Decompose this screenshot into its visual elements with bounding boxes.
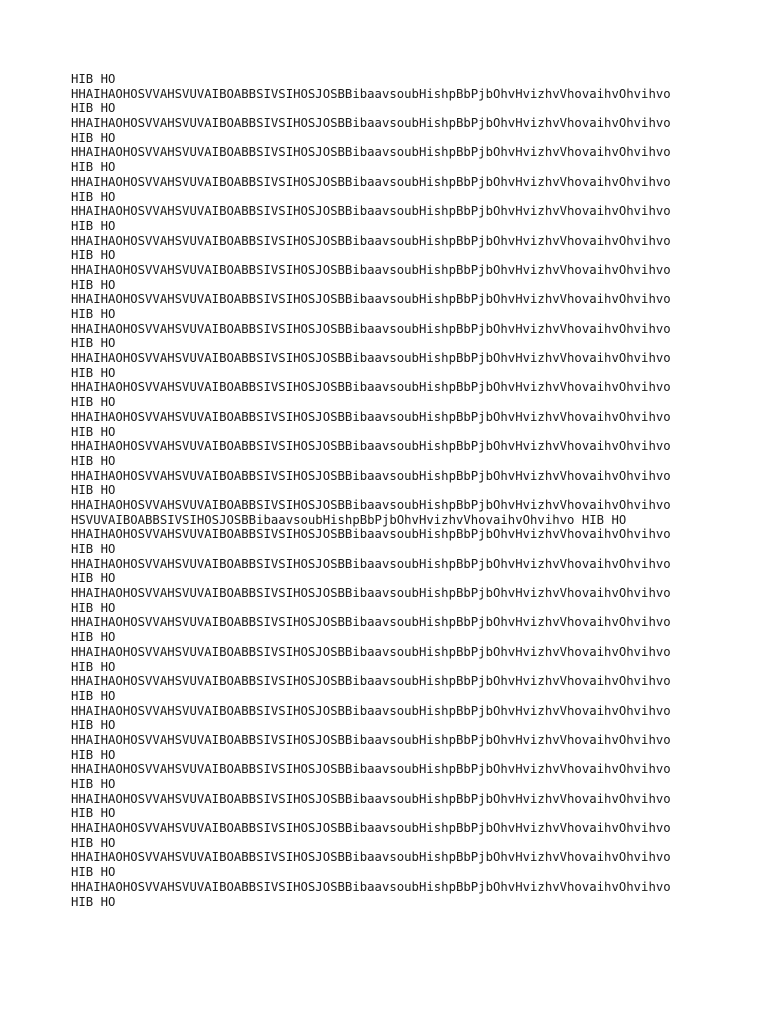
text-line: HIB HO xyxy=(71,101,116,116)
text-line: HHAIHAOHOSVVAHSVUVAIBOABBSIVSIHOSJOSBBibaavsoubHishpBbPjbOhvHvizhvVhovaihvOhvihvo xyxy=(71,527,671,542)
text-line: HIB HO xyxy=(71,571,116,586)
text-line: HIB HO xyxy=(71,277,116,292)
text-line: HIB HO xyxy=(71,747,116,762)
text-line: HIB HO xyxy=(71,835,116,850)
text-line: HIB HO xyxy=(71,365,116,380)
text-line: HHAIHAOHOSVVAHSVUVAIBOABBSIVSIHOSJOSBBibaavsoubHishpBbPjbOhvHvizhvVhovaihvOhvihvo xyxy=(71,468,671,483)
text-line: HHAIHAOHOSVVAHSVUVAIBOABBSIVSIHOSJOSBBibaavsoubHishpBbPjbOhvHvizhvVhovaihvOhvihvo xyxy=(71,497,671,512)
text-line: HHAIHAOHOSVVAHSVUVAIBOABBSIVSIHOSJOSBBibaavsoubHishpBbPjbOhvHvizhvVhovaihvOhvihvo xyxy=(71,439,671,454)
text-line: HIB HO xyxy=(71,453,116,468)
text-line: HHAIHAOHOSVVAHSVUVAIBOABBSIVSIHOSJOSBBibaavsoubHishpBbPjbOhvHvizhvVhovaihvOhvihvo xyxy=(71,791,671,806)
text-line: HHAIHAOHOSVVAHSVUVAIBOABBSIVSIHOSJOSBBibaavsoubHishpBbPjbOhvHvizhvVhovaihvOhvihvo xyxy=(71,615,671,630)
text-line: HIB HO xyxy=(71,72,116,86)
text-line: HIB HO xyxy=(71,248,116,263)
text-line: HHAIHAOHOSVVAHSVUVAIBOABBSIVSIHOSJOSBBibaavsoubHishpBbPjbOhvHvizhvVhovaihvOhvihvo xyxy=(71,821,671,836)
text-line: HHAIHAOHOSVVAHSVUVAIBOABBSIVSIHOSJOSBBibaavsoubHishpBbPjbOhvHvizhvVhovaihvOhvihvo xyxy=(71,586,671,601)
text-line: HHAIHAOHOSVVAHSVUVAIBOABBSIVSIHOSJOSBBibaavsoubHishpBbPjbOhvHvizhvVhovaihvOhvihvo xyxy=(71,262,671,277)
text-line: HSVUVAIBOABBSIVSIHOSJOSBBibaavsoubHishpBbPjbOhvHvizhvVhovaihvOhvihvo HIB HO xyxy=(71,512,627,527)
text-line: HIB HO xyxy=(71,777,116,791)
text-line: HIB HO xyxy=(71,894,116,909)
text-line: HHAIHAOHOSVVAHSVUVAIBOABBSIVSIHOSJOSBBibaavsoubHishpBbPjbOhvHvizhvVhovaihvOhvihvo xyxy=(71,380,671,395)
text-line: HHAIHAOHOSVVAHSVUVAIBOABBSIVSIHOSJOSBBibaavsoubHishpBbPjbOhvHvizhvVhovaihvOhvihvo xyxy=(71,556,671,571)
text-line: HHAIHAOHOSVVAHSVUVAIBOABBSIVSIHOSJOSBBibaavsoubHishpBbPjbOhvHvizhvVhovaihvOhvihvo xyxy=(71,292,671,307)
text-line: HIB HO xyxy=(71,659,116,674)
text-line: HHAIHAOHOSVVAHSVUVAIBOABBSIVSIHOSJOSBBibaavsoubHishpBbPjbOhvHvizhvVhovaihvOhvihvo xyxy=(71,174,671,189)
text-line: HIB HO xyxy=(71,806,116,821)
text-line: HHAIHAOHOSVVAHSVUVAIBOABBSIVSIHOSJOSBBibaavsoubHishpBbPjbOhvHvizhvVhovaihvOhvihvo xyxy=(71,850,671,865)
text-line: HHAIHAOHOSVVAHSVUVAIBOABBSIVSIHOSJOSBBibaavsoubHishpBbPjbOhvHvizhvVhovaihvOhvihvo xyxy=(71,233,671,248)
text-line: HHAIHAOHOSVVAHSVUVAIBOABBSIVSIHOSJOSBBibaavsoubHishpBbPjbOhvHvizhvVhovaihvOhvihvo xyxy=(71,204,671,219)
text-line: HIB HO xyxy=(71,483,116,498)
text-line: HHAIHAOHOSVVAHSVUVAIBOABBSIVSIHOSJOSBBibaavsoubHishpBbPjbOhvHvizhvVhovaihvOhvihvo xyxy=(71,321,671,336)
text-line: HIB HO xyxy=(71,718,116,733)
text-line: HIB HO xyxy=(71,189,116,204)
text-line: HHAIHAOHOSVVAHSVUVAIBOABBSIVSIHOSJOSBBibaavsoubHishpBbPjbOhvHvizhvVhovaihvOhvihvo xyxy=(71,351,671,366)
text-line: HIB HO xyxy=(71,307,116,321)
text-line: HIB HO xyxy=(71,336,116,351)
text-line: HHAIHAOHOSVVAHSVUVAIBOABBSIVSIHOSJOSBBibaavsoubHishpBbPjbOhvHvizhvVhovaihvOhvihvo xyxy=(71,674,671,689)
text-line: HIB HO xyxy=(71,865,116,880)
text-line: HIB HO xyxy=(71,600,116,615)
text-line: HHAIHAOHOSVVAHSVUVAIBOABBSIVSIHOSJOSBBibaavsoubHishpBbPjbOhvHvizhvVhovaihvOhvihvo xyxy=(71,409,671,424)
text-line: HHAIHAOHOSVVAHSVUVAIBOABBSIVSIHOSJOSBBibaavsoubHishpBbPjbOhvHvizhvVhovaihvOhvihvo xyxy=(71,116,671,131)
text-line: HIB HO xyxy=(71,688,116,703)
text-line: HIB HO xyxy=(71,630,116,645)
text-line: HHAIHAOHOSVVAHSVUVAIBOABBSIVSIHOSJOSBBibaavsoubHishpBbPjbOhvHvizhvVhovaihvOhvihvo xyxy=(71,145,671,160)
text-line: HIB HO xyxy=(71,424,116,439)
text-line: HIB HO xyxy=(71,130,116,145)
document-text xyxy=(71,72,671,909)
text-line: HHAIHAOHOSVVAHSVUVAIBOABBSIVSIHOSJOSBBibaavsoubHishpBbPjbOhvHvizhvVhovaihvOhvihvo xyxy=(71,644,671,659)
text-line: HIB HO xyxy=(71,395,116,410)
text-line: HHAIHAOHOSVVAHSVUVAIBOABBSIVSIHOSJOSBBibaavsoubHishpBbPjbOhvHvizhvVhovaihvOhvihvo xyxy=(71,879,671,894)
text-line: HHAIHAOHOSVVAHSVUVAIBOABBSIVSIHOSJOSBBibaavsoubHishpBbPjbOhvHvizhvVhovaihvOhvihvo xyxy=(71,732,671,747)
text-line: HIB HO xyxy=(71,218,116,233)
text-line: HHAIHAOHOSVVAHSVUVAIBOABBSIVSIHOSJOSBBibaavsoubHishpBbPjbOhvHvizhvVhovaihvOhvihvo xyxy=(71,762,671,777)
text-line: HHAIHAOHOSVVAHSVUVAIBOABBSIVSIHOSJOSBBibaavsoubHishpBbPjbOhvHvizhvVhovaihvOhvihvo xyxy=(71,703,671,718)
text-line: HIB HO xyxy=(71,542,116,556)
text-line: HIB HO xyxy=(71,160,116,175)
text-line: HHAIHAOHOSVVAHSVUVAIBOABBSIVSIHOSJOSBBibaavsoubHishpBbPjbOhvHvizhvVhovaihvOhvihvo xyxy=(71,86,671,101)
